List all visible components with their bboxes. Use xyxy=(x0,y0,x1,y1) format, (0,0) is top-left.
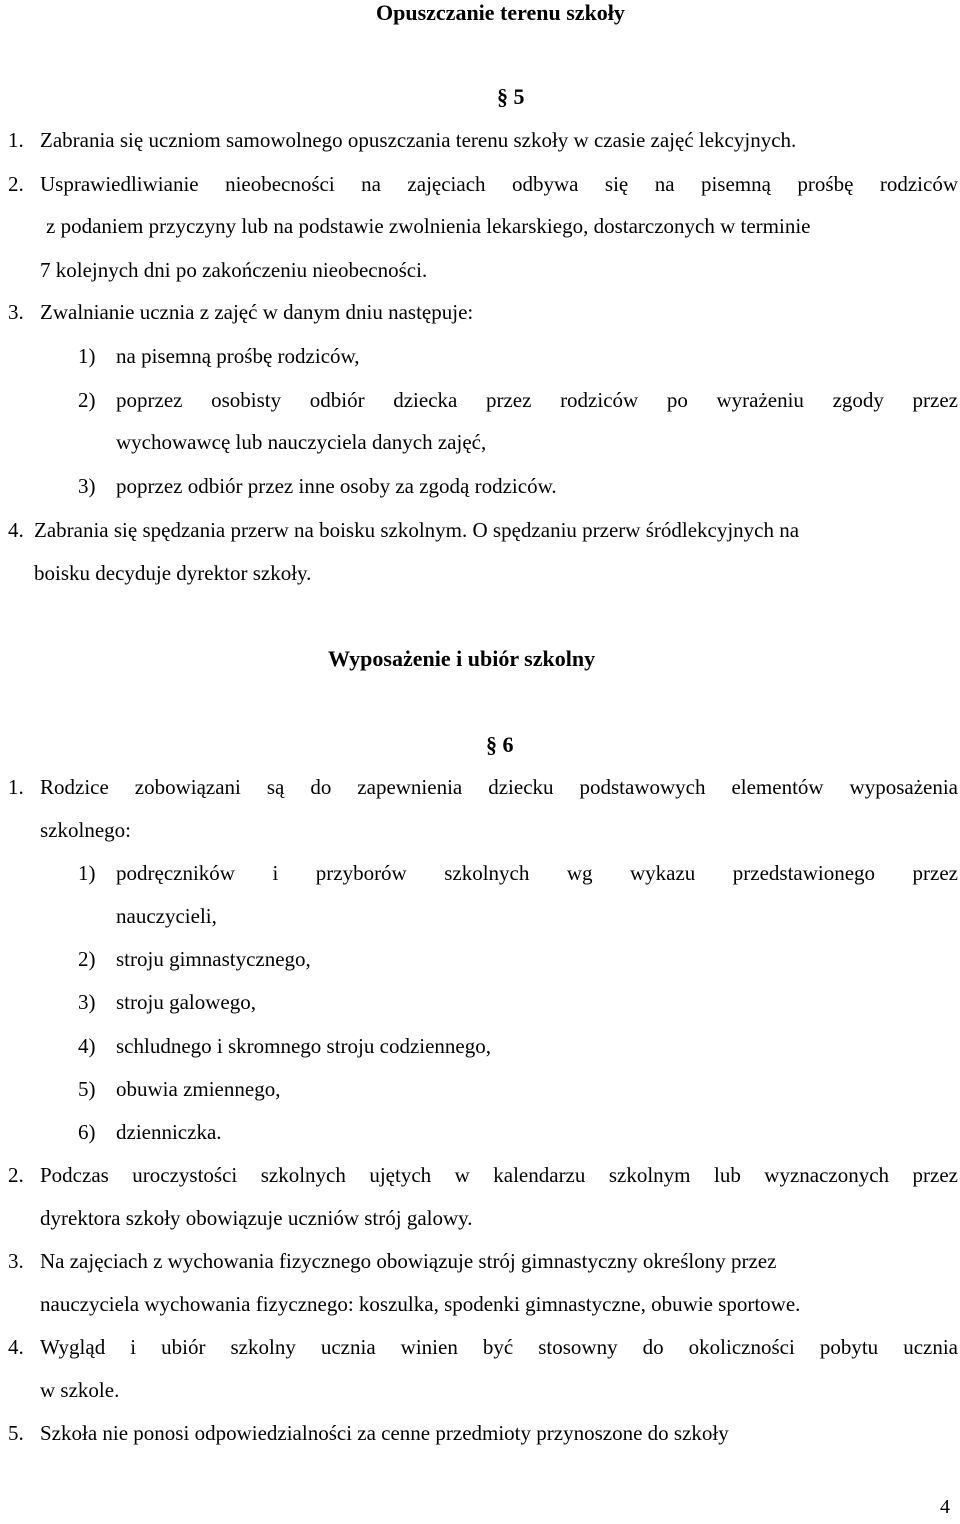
subitem-number: 3) xyxy=(78,990,96,1014)
item-text: dyrektora szkoły obowiązuje uczniów strój galowy. xyxy=(40,1206,473,1230)
subitem-text: podręczników i przyborów szkolnych wg wykazu przedstawionego przez xyxy=(116,861,958,885)
subitem-text: schludnego i skromnego stroju codziennego, xyxy=(116,1034,492,1058)
subitem-number: 4) xyxy=(78,1034,96,1058)
subitem-number: 2) xyxy=(78,388,96,412)
item-text: szkolnego: xyxy=(40,818,131,842)
section-title-equipment-and-uniform: Wyposażenie i ubiór szkolny xyxy=(328,646,596,671)
item-text: Rodzice zobowiązani są do zapewnienia dziecku podstawowych elementów wyposażenia xyxy=(40,775,958,799)
subitem-text: dzienniczka. xyxy=(116,1120,222,1144)
paragraph-6-label: § 6 xyxy=(486,732,514,757)
item-text: boisku decyduje dyrektor szkoły. xyxy=(34,561,312,585)
item-number: 1. xyxy=(8,775,24,799)
subitem-number: 1) xyxy=(78,344,96,368)
page-number: 4 xyxy=(940,1496,950,1518)
item-text: Zwalnianie ucznia z zajęć w danym dniu następuje: xyxy=(40,300,474,324)
item-number: 4. xyxy=(8,518,24,542)
subitem-text: obuwia zmiennego, xyxy=(116,1077,281,1101)
item-number: 2. xyxy=(8,1163,24,1187)
item-text: w szkole. xyxy=(40,1378,120,1402)
item-text: Usprawiedliwianie nieobecności na zajęciach odbywa się na pisemną prośbę rodziców xyxy=(40,172,958,196)
section-title-leaving-school: Opuszczanie terenu szkoły xyxy=(376,0,625,25)
item-number: 2. xyxy=(8,172,24,196)
subitem-number: 5) xyxy=(78,1077,96,1101)
paragraph-5-label: § 5 xyxy=(497,84,525,109)
subitem-number: 3) xyxy=(78,474,96,498)
item-text: Szkoła nie ponosi odpowiedzialności za cenne przedmioty przynoszone do szkoły xyxy=(40,1421,729,1445)
item-number: 3. xyxy=(8,300,24,324)
subitem-text: stroju gimnastycznego, xyxy=(116,947,311,971)
subitem-text: wychowawcę lub nauczyciela danych zajęć, xyxy=(116,430,487,454)
item-text: Podczas uroczystości szkolnych ujętych w kalendarzu szkolnym lub wyznaczonych przez xyxy=(40,1163,958,1187)
subitem-text: poprzez osobisty odbiór dziecka przez rodziców po wyrażeniu zgody przez xyxy=(116,388,958,412)
item-text: Zabrania się spędzania przerw na boisku szkolnym. O spędzaniu przerw śródlekcyjnych na xyxy=(34,518,800,542)
item-number: 5. xyxy=(8,1421,24,1445)
item-text: nauczyciela wychowania fizycznego: koszulka, spodenki gimnastyczne, obuwie sportowe. xyxy=(40,1292,801,1316)
item-text: Zabrania się uczniom samowolnego opuszczania terenu szkoły w czasie zajęć lekcyjnych. xyxy=(40,128,797,152)
subitem-text: na pisemną prośbę rodziców, xyxy=(116,344,360,368)
item-text: z podaniem przyczyny lub na podstawie zwolnienia lekarskiego, dostarczonych w terminie xyxy=(46,214,811,238)
item-number: 4. xyxy=(8,1335,24,1359)
item-number: 1. xyxy=(8,128,24,152)
subitem-number: 2) xyxy=(78,947,96,971)
subitem-number: 6) xyxy=(78,1120,96,1144)
item-text: Wygląd i ubiór szkolny ucznia winien być stosowny do okoliczności pobytu ucznia xyxy=(40,1335,958,1359)
item-number: 3. xyxy=(8,1249,24,1273)
item-text: Na zajęciach z wychowania fizycznego obowiązuje strój gimnastyczny określony przez xyxy=(40,1249,777,1273)
subitem-text: nauczycieli, xyxy=(116,904,217,928)
subitem-text: poprzez odbiór przez inne osoby za zgodą rodziców. xyxy=(116,474,557,498)
item-text: 7 kolejnych dni po zakończeniu nieobecności. xyxy=(40,258,428,282)
subitem-number: 1) xyxy=(78,861,96,885)
subitem-text: stroju galowego, xyxy=(116,990,256,1014)
